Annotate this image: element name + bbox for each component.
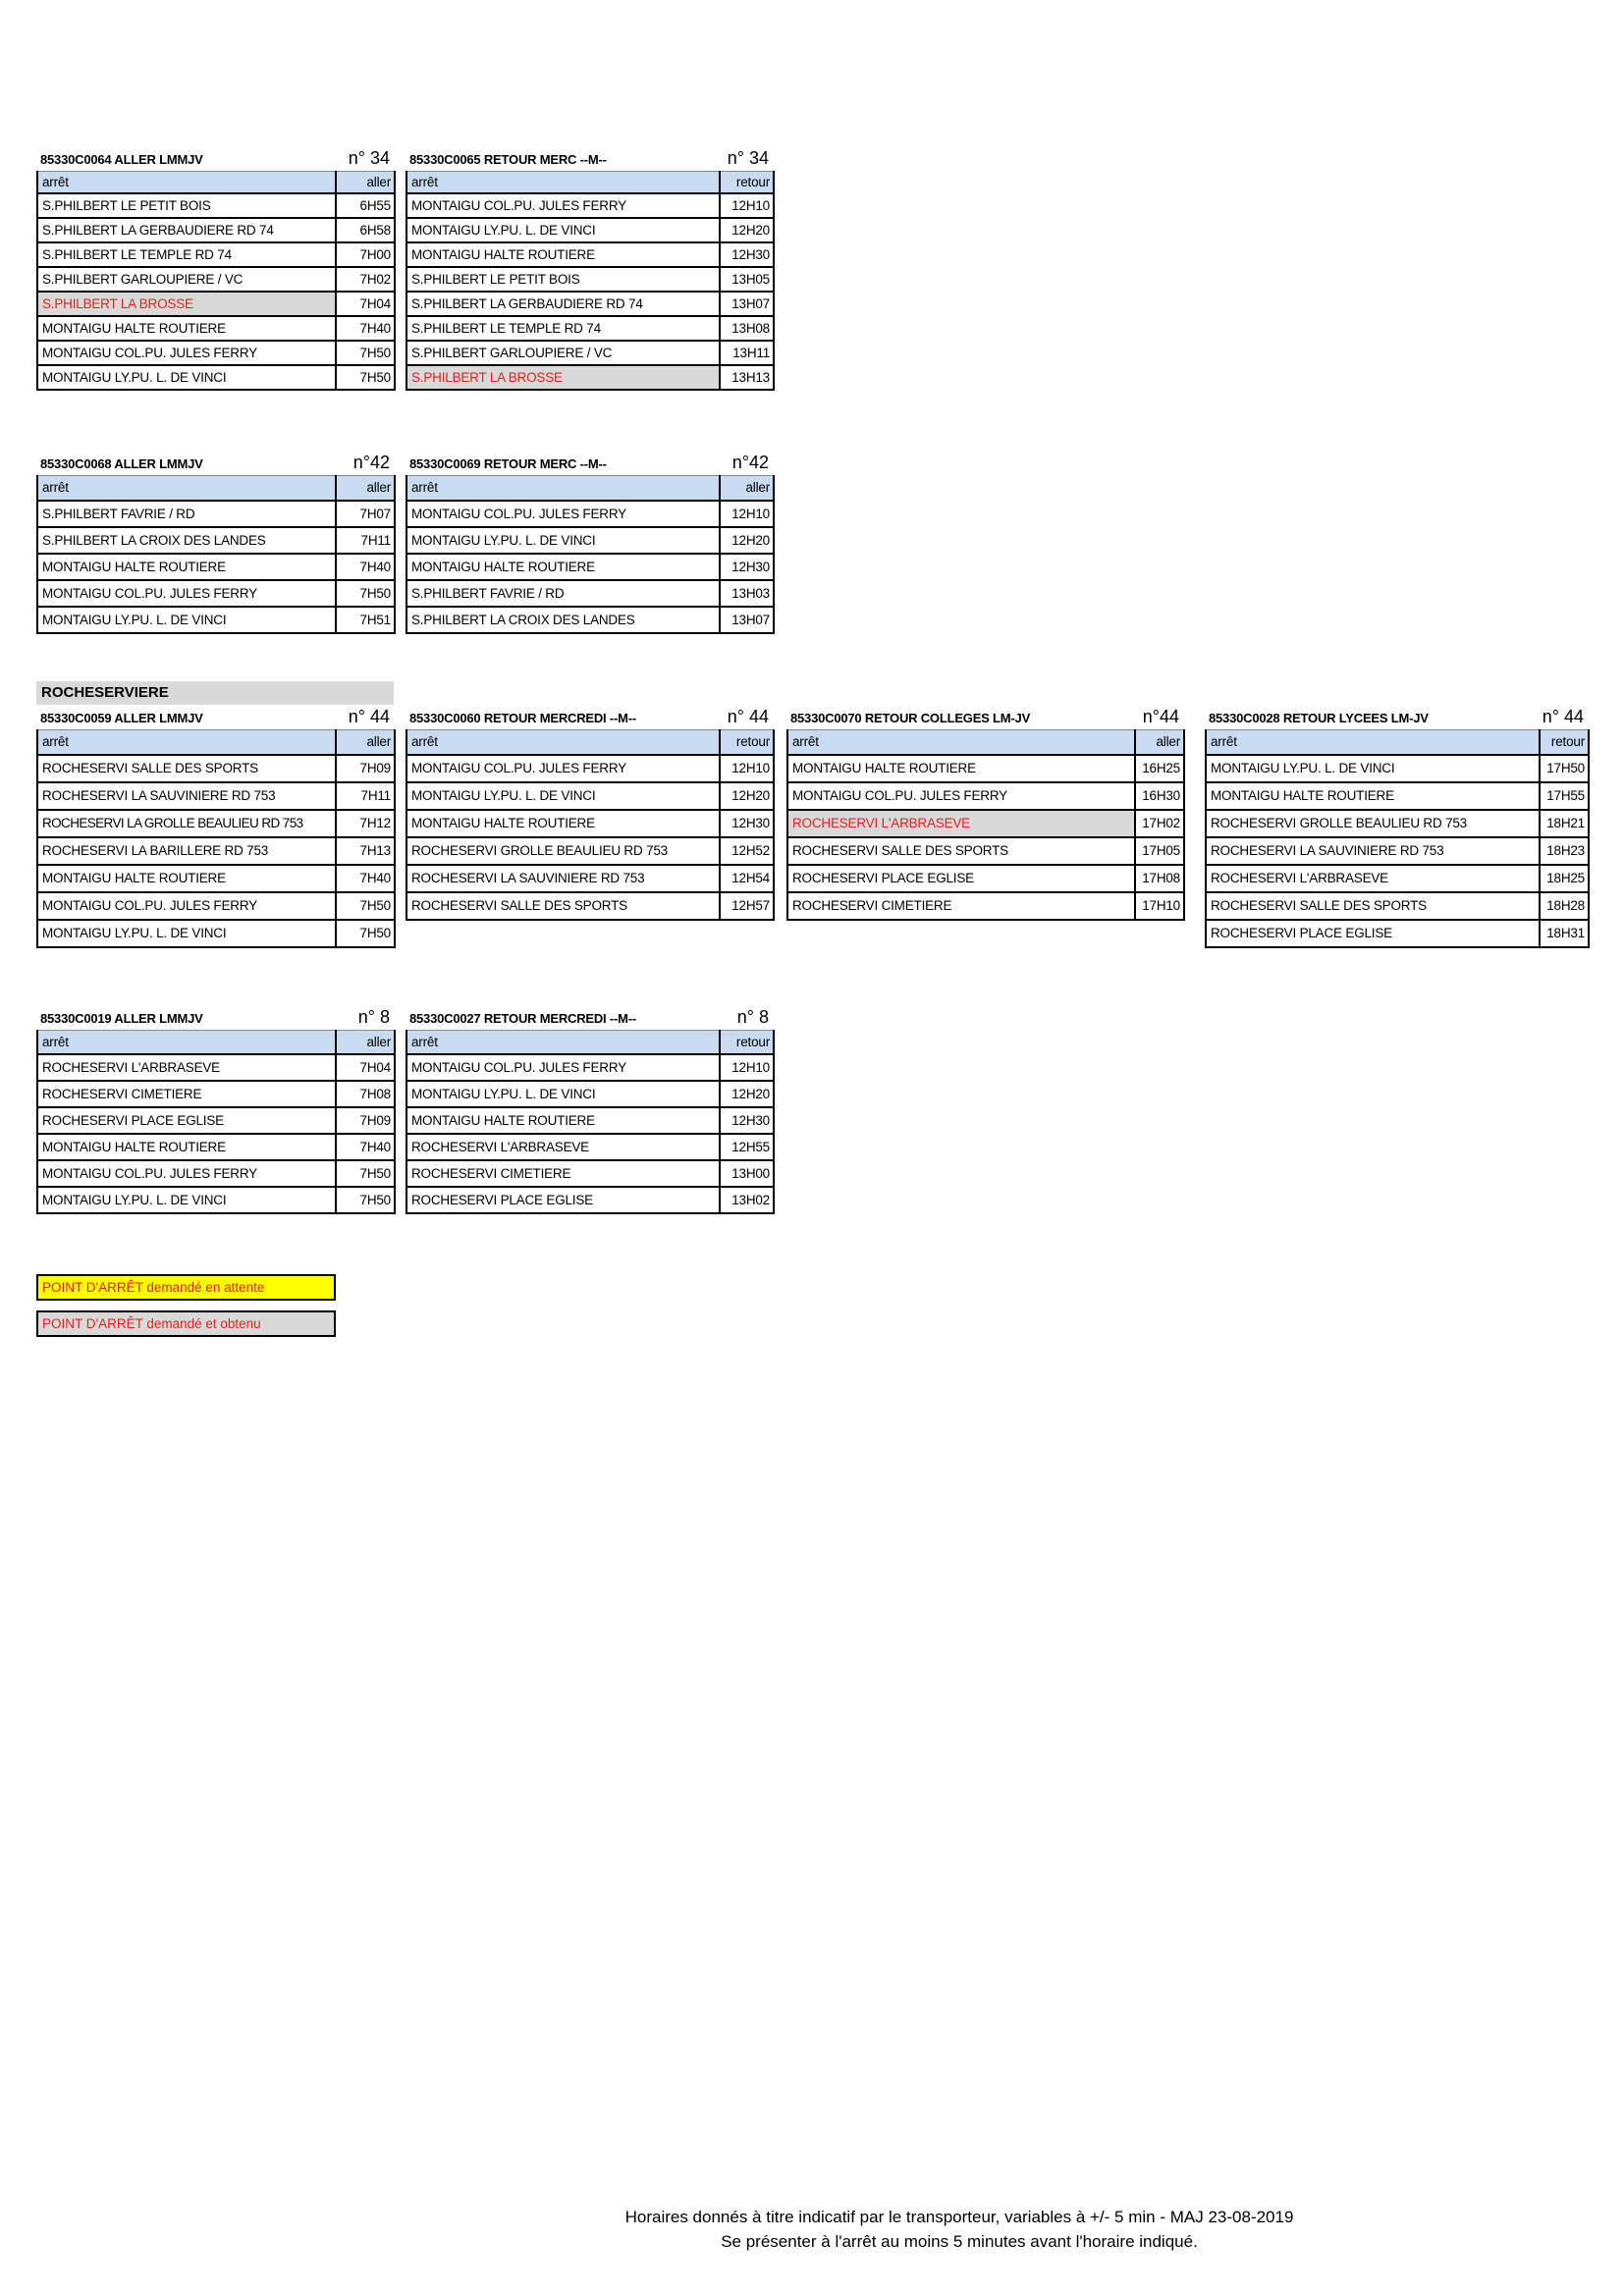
stop-name: MONTAIGU HALTE ROUTIERE (1206, 782, 1540, 810)
stop-name: MONTAIGU HALTE ROUTIERE (37, 1134, 336, 1160)
stop-time: 7H07 (336, 501, 395, 527)
stop-name: S.PHILBERT GARLOUPIERE / VC (37, 267, 336, 292)
table-row (406, 365, 774, 390)
stop-time: 12H20 (720, 218, 774, 242)
stop-name: MONTAIGU LY.PU. L. DE VINCI (406, 527, 720, 554)
stop-column-header: arrêt (37, 1031, 336, 1054)
timetable (36, 475, 396, 634)
table-row (787, 865, 1184, 892)
stop-time: 18H31 (1540, 920, 1589, 947)
timetable-85330C0060 (406, 708, 773, 921)
stop-time: 7H40 (336, 1134, 395, 1160)
stop-time: 7H50 (336, 1160, 395, 1187)
stop-column-header: arrêt (37, 172, 336, 193)
stop-name: ROCHESERVI CIMETIERE (406, 1160, 720, 1187)
stop-time: 12H10 (720, 1054, 774, 1081)
time-column-header: retour (1540, 730, 1589, 755)
footer-note (0, 2205, 1624, 2254)
stop-name-obtained: S.PHILBERT LA BROSSE (406, 365, 720, 390)
table-row (406, 1081, 774, 1107)
stop-time: 16H25 (1135, 755, 1184, 782)
stop-time: 13H02 (720, 1187, 774, 1213)
table-row (406, 1054, 774, 1081)
table-row (37, 580, 395, 607)
stop-time: 7H00 (336, 242, 395, 267)
stop-name: ROCHESERVI GROLLE BEAULIEU RD 753 (406, 837, 720, 865)
stop-time: 7H50 (336, 1187, 395, 1213)
stop-name: ROCHESERVI LA SAUVINIERE RD 753 (1206, 837, 1540, 865)
table-row (37, 1081, 395, 1107)
timetable (406, 729, 775, 921)
stop-time: 12H30 (720, 554, 774, 580)
stop-name: MONTAIGU HALTE ROUTIERE (37, 554, 336, 580)
stop-name: ROCHESERVI PLACE EGLISE (406, 1187, 720, 1213)
stop-name: S.PHILBERT LE TEMPLE RD 74 (37, 242, 336, 267)
stop-column-header: arrêt (787, 730, 1135, 755)
stop-time: 18H23 (1540, 837, 1589, 865)
stop-time: 17H05 (1135, 837, 1184, 865)
stop-name-obtained: S.PHILBERT LA BROSSE (37, 292, 336, 316)
stop-time: 12H54 (720, 865, 774, 892)
table-row (37, 1134, 395, 1160)
stop-name: S.PHILBERT LA GERBAUDIERE RD 74 (406, 292, 720, 316)
stop-column-header: arrêt (406, 1031, 720, 1054)
table-row (406, 267, 774, 292)
stop-time: 12H55 (720, 1134, 774, 1160)
table-row (37, 365, 395, 390)
table-row (406, 218, 774, 242)
stop-name: ROCHESERVI L'ARBRASEVE (406, 1134, 720, 1160)
stop-time: 6H58 (336, 218, 395, 242)
stop-time: 13H05 (720, 267, 774, 292)
stop-time: 7H12 (336, 810, 395, 837)
stop-time: 12H30 (720, 1107, 774, 1134)
timetable-85330C0070 (786, 708, 1183, 921)
table-row (37, 1107, 395, 1134)
stop-time: 7H51 (336, 607, 395, 633)
table-row (37, 1187, 395, 1213)
stop-time: 13H07 (720, 292, 774, 316)
stop-name: MONTAIGU LY.PU. L. DE VINCI (406, 1081, 720, 1107)
stop-time: 12H20 (720, 527, 774, 554)
table-row (37, 1160, 395, 1187)
table-row (406, 1107, 774, 1134)
table-row (37, 865, 395, 892)
stop-time: 17H08 (1135, 865, 1184, 892)
stop-name: MONTAIGU HALTE ROUTIERE (406, 242, 720, 267)
table-row (1206, 810, 1589, 837)
line-number: n° 8 (736, 1007, 769, 1027)
stop-time: 6H55 (336, 193, 395, 218)
table-row (787, 837, 1184, 865)
stop-name: MONTAIGU LY.PU. L. DE VINCI (406, 782, 720, 810)
stop-time: 13H00 (720, 1160, 774, 1187)
table-row (1206, 782, 1589, 810)
stop-name: MONTAIGU HALTE ROUTIERE (406, 554, 720, 580)
table-row (37, 892, 395, 920)
stop-time: 13H03 (720, 580, 774, 607)
stop-name: MONTAIGU HALTE ROUTIERE (37, 316, 336, 341)
stop-time: 7H50 (336, 580, 395, 607)
time-column-header: retour (720, 172, 774, 193)
stop-name: MONTAIGU COL.PU. JULES FERRY (406, 193, 720, 218)
line-code: 85330C0065 RETOUR MERC --M-- (409, 152, 607, 167)
table-row (37, 501, 395, 527)
table-row (406, 1187, 774, 1213)
timetable-85330C0065 (406, 149, 773, 391)
stop-name: MONTAIGU LY.PU. L. DE VINCI (37, 1187, 336, 1213)
line-number: n°44 (1142, 707, 1179, 726)
stop-time: 7H08 (336, 1081, 395, 1107)
footer-line-1: Horaires donnés à titre indicatif par le transporteur, variables à +/- 5 min - MAJ 23-08-2019 (624, 2208, 1294, 2226)
table-row (406, 782, 774, 810)
stop-name: S.PHILBERT LE PETIT BOIS (37, 193, 336, 218)
stop-time: 17H10 (1135, 892, 1184, 920)
stop-name: MONTAIGU COL.PU. JULES FERRY (406, 501, 720, 527)
table-row (1206, 920, 1589, 947)
stop-name: ROCHESERVI L'ARBRASEVE (1206, 865, 1540, 892)
line-code: 85330C0070 RETOUR COLLEGES LM-JV (790, 711, 1031, 725)
table-row (406, 755, 774, 782)
timetable (406, 475, 775, 634)
stop-time: 7H40 (336, 554, 395, 580)
table-row (37, 607, 395, 633)
table-row (37, 810, 395, 837)
stop-name: MONTAIGU COL.PU. JULES FERRY (406, 755, 720, 782)
stop-column-header: arrêt (406, 730, 720, 755)
table-row (37, 554, 395, 580)
stop-time: 12H20 (720, 782, 774, 810)
table-row (1206, 892, 1589, 920)
table-row (37, 837, 395, 865)
stop-time: 7H50 (336, 341, 395, 365)
stop-name: ROCHESERVI LA BARILLERE RD 753 (37, 837, 336, 865)
stop-name: MONTAIGU HALTE ROUTIERE (787, 755, 1135, 782)
table-row (787, 782, 1184, 810)
stop-time: 13H07 (720, 607, 774, 633)
timetable-85330C0027 (406, 1008, 773, 1214)
table-row (37, 193, 395, 218)
stop-name: ROCHESERVI CIMETIERE (37, 1081, 336, 1107)
table-row (406, 316, 774, 341)
stop-column-header: arrêt (37, 476, 336, 501)
line-code: 85330C0059 ALLER LMMJV (40, 711, 203, 725)
table-row (37, 782, 395, 810)
stop-time: 7H50 (336, 920, 395, 947)
footer-line-2: Se présenter à l'arrêt au moins 5 minutes avant l'horaire indiqué. (721, 2232, 1198, 2251)
table-row (406, 837, 774, 865)
stop-name: ROCHESERVI SALLE DES SPORTS (787, 837, 1135, 865)
timetable-85330C0069 (406, 454, 773, 634)
timetable-85330C0019 (36, 1008, 394, 1214)
timetable (1205, 729, 1590, 948)
table-row (37, 1054, 395, 1081)
line-code: 85330C0019 ALLER LMMJV (40, 1011, 203, 1026)
line-number: n° 34 (727, 148, 769, 168)
stop-name: ROCHESERVI GROLLE BEAULIEU RD 753 (1206, 810, 1540, 837)
stop-name-obtained: ROCHESERVI L'ARBRASEVE (787, 810, 1135, 837)
stop-time: 17H02 (1135, 810, 1184, 837)
timetable (406, 171, 775, 391)
table-row (37, 755, 395, 782)
timetable-85330C0064 (36, 149, 394, 391)
table-row (37, 218, 395, 242)
stop-name: ROCHESERVI L'ARBRASEVE (37, 1054, 336, 1081)
timetable-85330C0068 (36, 454, 394, 634)
stop-name: ROCHESERVI SALLE DES SPORTS (37, 755, 336, 782)
stop-name: MONTAIGU COL.PU. JULES FERRY (37, 580, 336, 607)
stop-time: 18H28 (1540, 892, 1589, 920)
stop-time: 12H10 (720, 755, 774, 782)
stop-time: 7H40 (336, 316, 395, 341)
stop-time: 7H04 (336, 292, 395, 316)
stop-name: ROCHESERVI CIMETIERE (787, 892, 1135, 920)
stop-time: 12H20 (720, 1081, 774, 1107)
line-number: n° 44 (727, 707, 769, 726)
table-row (406, 292, 774, 316)
stop-time: 13H13 (720, 365, 774, 390)
stop-name: S.PHILBERT LE PETIT BOIS (406, 267, 720, 292)
table-row (406, 1134, 774, 1160)
table-row (1206, 755, 1589, 782)
timetable (36, 729, 396, 948)
stop-name: ROCHESERVI LA SAUVINIERE RD 753 (406, 865, 720, 892)
timetable (36, 171, 396, 391)
stop-time: 12H30 (720, 810, 774, 837)
stop-time: 17H50 (1540, 755, 1589, 782)
line-code: 85330C0068 ALLER LMMJV (40, 456, 203, 471)
time-column-header: aller (336, 730, 395, 755)
stop-time: 17H55 (1540, 782, 1589, 810)
time-column-header: aller (336, 1031, 395, 1054)
table-row (406, 810, 774, 837)
line-code: 85330C0027 RETOUR MERCREDI --M-- (409, 1011, 637, 1026)
table-row (406, 1160, 774, 1187)
legend-obtained: POINT D'ARRÊT demandé et obtenu (36, 1310, 336, 1337)
table-row (37, 267, 395, 292)
timetable (36, 1030, 396, 1214)
stop-name: MONTAIGU HALTE ROUTIERE (406, 810, 720, 837)
stop-name: MONTAIGU LY.PU. L. DE VINCI (406, 218, 720, 242)
stop-time: 13H08 (720, 316, 774, 341)
stop-name: S.PHILBERT FAVRIE / RD (37, 501, 336, 527)
line-number: n° 8 (357, 1007, 390, 1027)
line-number: n°42 (352, 453, 390, 472)
line-code: 85330C0064 ALLER LMMJV (40, 152, 203, 167)
stop-name: ROCHESERVI PLACE EGLISE (787, 865, 1135, 892)
table-row (787, 810, 1184, 837)
time-column-header: aller (720, 476, 774, 501)
table-row (406, 242, 774, 267)
stop-name: S.PHILBERT LA CROIX DES LANDES (406, 607, 720, 633)
stop-name: ROCHESERVI PLACE EGLISE (37, 1107, 336, 1134)
line-number: n° 44 (1542, 707, 1584, 726)
stop-time: 13H11 (720, 341, 774, 365)
table-row (406, 892, 774, 920)
stop-time: 7H02 (336, 267, 395, 292)
stop-name: ROCHESERVI LA GROLLE BEAULIEU RD 753 (37, 810, 336, 837)
table-row (406, 554, 774, 580)
stop-name: MONTAIGU LY.PU. L. DE VINCI (37, 920, 336, 947)
stop-name: S.PHILBERT LA GERBAUDIERE RD 74 (37, 218, 336, 242)
stop-name: MONTAIGU LY.PU. L. DE VINCI (37, 365, 336, 390)
stop-name: MONTAIGU HALTE ROUTIERE (406, 1107, 720, 1134)
table-row (406, 193, 774, 218)
table-row (37, 292, 395, 316)
time-column-header: retour (720, 1031, 774, 1054)
table-row (406, 341, 774, 365)
stop-name: MONTAIGU COL.PU. JULES FERRY (37, 1160, 336, 1187)
table-row (406, 607, 774, 633)
stop-name: MONTAIGU COL.PU. JULES FERRY (37, 892, 336, 920)
timetable-85330C0028 (1205, 708, 1588, 948)
stop-time: 7H09 (336, 755, 395, 782)
table-row (37, 920, 395, 947)
stop-name: ROCHESERVI SALLE DES SPORTS (1206, 892, 1540, 920)
stop-name: ROCHESERVI LA SAUVINIERE RD 753 (37, 782, 336, 810)
stop-column-header: arrêt (1206, 730, 1540, 755)
line-code: 85330C0060 RETOUR MERCREDI --M-- (409, 711, 637, 725)
stop-time: 12H30 (720, 242, 774, 267)
stop-name: S.PHILBERT FAVRIE / RD (406, 580, 720, 607)
line-number: n° 34 (348, 148, 390, 168)
timetable-85330C0059 (36, 708, 394, 948)
line-code: 85330C0069 RETOUR MERC --M-- (409, 456, 607, 471)
stop-time: 18H25 (1540, 865, 1589, 892)
timetable (786, 729, 1185, 921)
stop-name: MONTAIGU COL.PU. JULES FERRY (406, 1054, 720, 1081)
stop-time: 7H40 (336, 865, 395, 892)
table-row (406, 580, 774, 607)
stop-time: 12H52 (720, 837, 774, 865)
legend-pending: POINT D'ARRÊT demandé en attente (36, 1274, 336, 1301)
stop-column-header: arrêt (406, 476, 720, 501)
table-row (787, 755, 1184, 782)
line-number: n° 44 (348, 707, 390, 726)
table-row (406, 501, 774, 527)
time-column-header: aller (1135, 730, 1184, 755)
stop-name: S.PHILBERT LA CROIX DES LANDES (37, 527, 336, 554)
table-row (1206, 865, 1589, 892)
table-row (37, 242, 395, 267)
stop-time: 12H10 (720, 193, 774, 218)
stop-name: MONTAIGU COL.PU. JULES FERRY (787, 782, 1135, 810)
time-column-header: aller (336, 172, 395, 193)
stop-time: 7H50 (336, 365, 395, 390)
stop-column-header: arrêt (406, 172, 720, 193)
stop-time: 7H04 (336, 1054, 395, 1081)
stop-name: MONTAIGU HALTE ROUTIERE (37, 865, 336, 892)
stop-time: 12H57 (720, 892, 774, 920)
stop-name: MONTAIGU LY.PU. L. DE VINCI (37, 607, 336, 633)
section-title: ROCHESERVIERE (36, 681, 394, 705)
table-row (37, 527, 395, 554)
stop-time: 7H13 (336, 837, 395, 865)
table-row (37, 341, 395, 365)
stop-name: ROCHESERVI SALLE DES SPORTS (406, 892, 720, 920)
stop-time: 7H11 (336, 782, 395, 810)
stop-time: 7H11 (336, 527, 395, 554)
stop-time: 18H21 (1540, 810, 1589, 837)
stop-name: ROCHESERVI PLACE EGLISE (1206, 920, 1540, 947)
table-row (406, 865, 774, 892)
timetable (406, 1030, 775, 1214)
time-column-header: retour (720, 730, 774, 755)
stop-name: S.PHILBERT LE TEMPLE RD 74 (406, 316, 720, 341)
table-row (37, 316, 395, 341)
table-row (406, 527, 774, 554)
stop-name: MONTAIGU COL.PU. JULES FERRY (37, 341, 336, 365)
stop-name: MONTAIGU LY.PU. L. DE VINCI (1206, 755, 1540, 782)
stop-time: 7H50 (336, 892, 395, 920)
stop-column-header: arrêt (37, 730, 336, 755)
stop-time: 16H30 (1135, 782, 1184, 810)
line-number: n°42 (731, 453, 769, 472)
time-column-header: aller (336, 476, 395, 501)
line-code: 85330C0028 RETOUR LYCEES LM-JV (1209, 711, 1429, 725)
stop-time: 7H09 (336, 1107, 395, 1134)
stop-time: 12H10 (720, 501, 774, 527)
table-row (787, 892, 1184, 920)
stop-name: S.PHILBERT GARLOUPIERE / VC (406, 341, 720, 365)
table-row (1206, 837, 1589, 865)
